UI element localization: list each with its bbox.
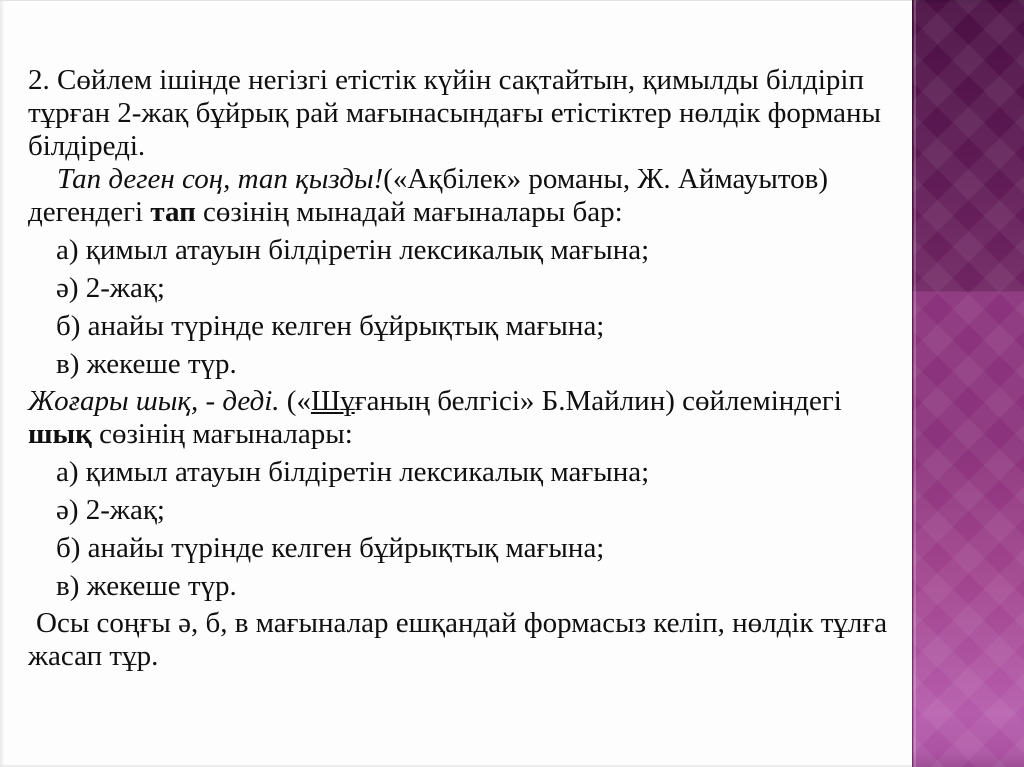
keyword-tap: тап <box>150 196 196 228</box>
paragraph-tail: сөзінің мағыналары: <box>91 418 353 450</box>
list-item: а) қимыл атауын білдіретін лексикалық мағына; <box>56 456 650 488</box>
paragraph-rule: 2. Сөйлем ішінде негізгі етістік күйін сақтайтын, қимылды білдіріп тұрған 2-жақ бұйрық рай мағынасындағы етістіктер нөлдік форманы білдіреді. <box>28 64 882 162</box>
list-item: в) жекеше түр. <box>56 570 237 602</box>
underlined-fragment: Шұ <box>310 385 355 417</box>
source-reference-open: (« <box>279 385 311 417</box>
keyword-shyq: шық <box>28 418 92 450</box>
list-item: ә) 2-жақ; <box>56 272 165 304</box>
list-item: ә) 2-жақ; <box>56 494 165 526</box>
example-sentence-italic: Жоғары шық, - деді. <box>28 385 280 417</box>
source-reference: ғаның белгісі» Б.Майлин) сөйлеміндегі <box>354 385 842 417</box>
paragraph-example-shyq <box>28 385 892 451</box>
accent-gradient-bar <box>912 0 1024 767</box>
example-sentence-italic: Тап деген соң, тап қызды! <box>57 163 384 195</box>
paragraph-tail: сөзінің мынадай мағыналары бар: <box>195 196 623 228</box>
source-reference: («Ақбілек» романы, Ж. Аймауытов) дегендегі <box>28 163 829 228</box>
paragraph-example-tap <box>28 163 892 229</box>
list-item: б) анайы түрінде келген бұйрықтық мағына; <box>56 310 605 342</box>
list-item: а) қимыл атауын білдіретін лексикалық мағына; <box>56 234 650 266</box>
list-item: б) анайы түрінде келген бұйрықтық мағына; <box>56 532 605 564</box>
paragraph-conclusion: Осы соңғы ә, б, в мағыналар ешқандай формасыз келіп, нөлдік тұлға жасап тұр. <box>28 607 888 672</box>
list-item: в) жекеше түр. <box>56 348 237 380</box>
